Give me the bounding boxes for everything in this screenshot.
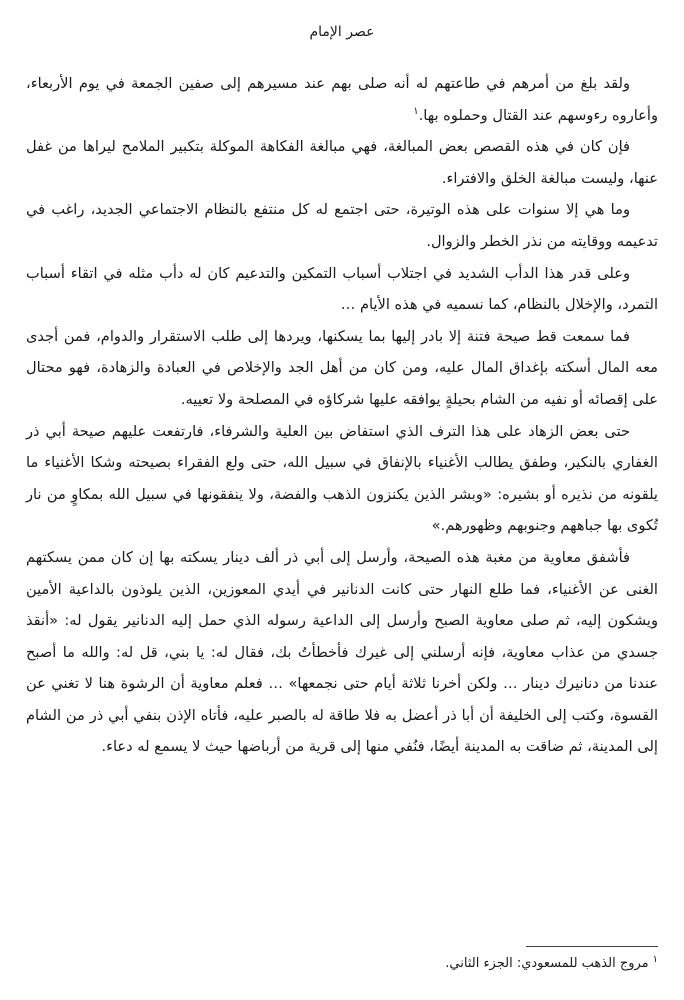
- paragraph-text: ولقد بلغ من أمرهم في طاعتهم له أنه صلى بهم عند مسيرهم إلى صفين الجمعة في يوم الأربعاء، وأعاروه رءوسهم عند القتال وحملوه بها.: [26, 75, 658, 124]
- footnote: [26, 954, 658, 974]
- paragraph-4: وعلى قدر هذا الدأب الشديد في اجتلاب أسباب التمكين والتدعيم كان له دأب مثله في اتقاء أسباب التمرد، والإخلال بالنظام، كما نسميه في هذه الأيام …: [26, 264, 658, 314]
- footnote-text: مروج الذهب للمسعودي: الجزء الثاني.: [445, 956, 649, 971]
- paragraph-7: فأشفق معاوية من مغبة هذه الصيحة، وأرسل إلى أبي ذر ألف دينار يسكته بها إن كان ممن يسكتهم الغنى عن الأغنياء، فما طلع النهار حتى كانت الدنانير في أيدي المعوزين، الذين يلوذون بالداعية الأمين ويشكون إليه، ثم صلى معاوية الصبح وأرسل إلى الداعية رسوله الذي حمل إليه الدنانير يقول له: «أنقذ جسدي من عذاب معاوية، فإنه أرسلني إلى غيرك فأخطأتُ بك، فقال له: يا بني، قل له: والله ما أصبح عندنا من دنانيرك دينار … ولكن أخرنا ثلاثة أيام حتى نجمعها» … فعلم معاوية أن الرشوة هنا لا تغني عن القسوة، وكتب إلى الخليفة أن أبا ذر أعضل به فلا طاقة له بالصبر عليه، فأتاه الإذن بنفي أبي ذر من الشام إلى المدينة، ثم ضاقت به المدينة أيضًا، فنُفي منها إلى قرية من أرباضها حيث لا يسمع له دعاء.: [26, 548, 658, 756]
- paragraph-6: حتى بعض الزهاد على هذا الترف الذي استفاض بين العلية والشرفاء، فارتفعت عليهم صيحة أبي ذر الغفاري بالنكير، وطفق يطالب الأغنياء بالإنفاق في سبيل الله، حتى ولع الفقراء بصيحته وشكا الأغنياء ما يلقونه من نذيره أو بشيره: «وبشر الذين يكنزون الذهب والفضة، ولا ينفقونها في سبيل الله بمكاوٍ من نار تُكوى بها جباههم وجنوبهم وظهورهم.»: [26, 422, 658, 535]
- paragraph-3: وما هي إلا سنوات على هذه الوتيرة، حتى اجتمع له كل منتفع بالنظام الاجتماعي الجديد، راغب في تدعيمه ووقايته من نذر الخطر والزوال.: [26, 201, 658, 250]
- footnote-mark: ١: [652, 953, 658, 965]
- running-header: عصر الإمام: [309, 24, 375, 40]
- footnote-reference[interactable]: ١: [413, 105, 419, 117]
- footnote-divider: [526, 946, 658, 947]
- body-text: [26, 68, 658, 763]
- paragraph-1: [26, 68, 658, 131]
- paragraph-5: فما سمعت قط صيحة فتنة إلا بادر إليها بما يسكنها، ويردها إلى طلب الاستقرار والدوام، فمن أجدى معه المال أسكته بإغداق المال عليه، ومن كان من أهل الجد والإخلاص في العبادة والزهادة، فهو محتال على إقصائه أو نفيه من الشام بحيلةٍ يوافقه عليها شركاؤه في المصلحة ولا تعييه.: [26, 327, 658, 408]
- paragraph-2: فإن كان في هذه القصص بعض المبالغة، فهي مبالغة الفكاهة الموكلة بتكبير الملامح ليراها من غفل عنها، وليست مبالغة الخلق والافتراء.: [26, 138, 658, 187]
